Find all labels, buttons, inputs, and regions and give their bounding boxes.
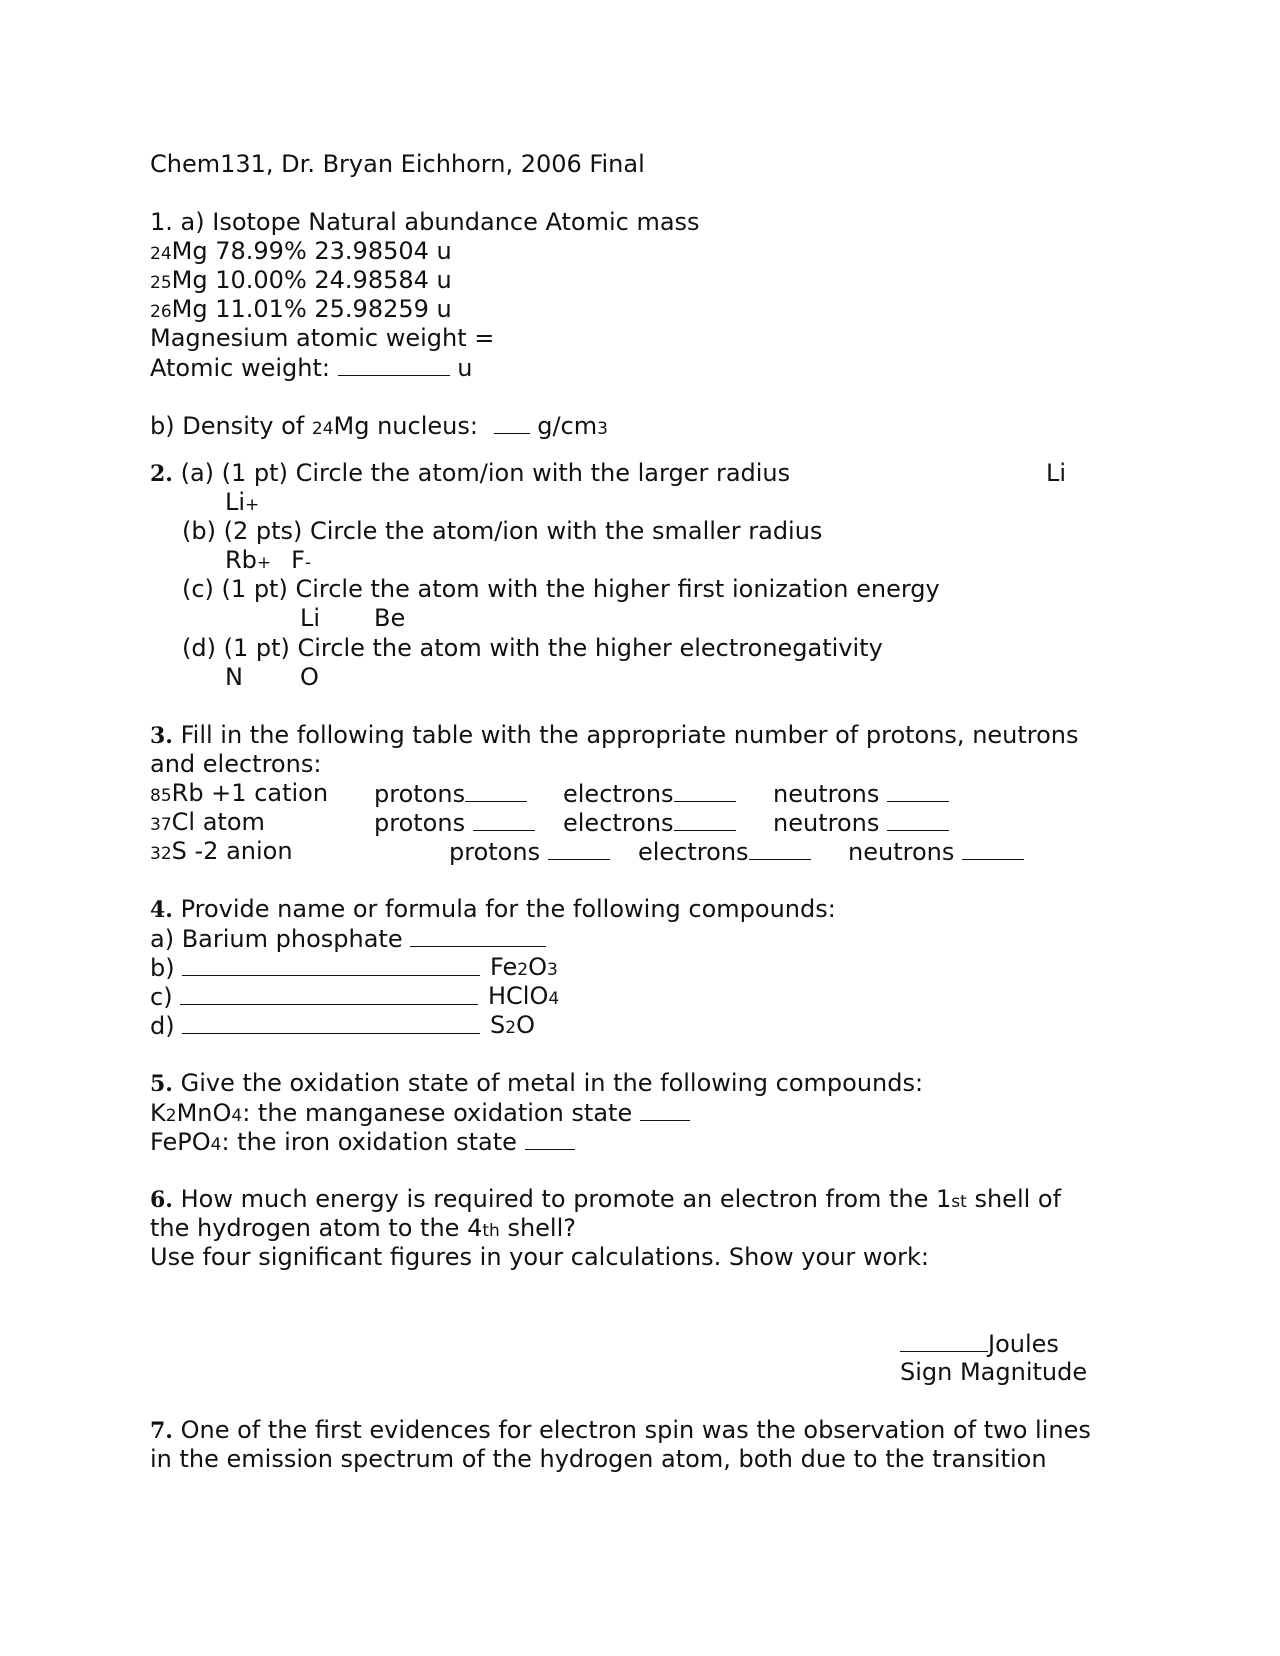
q3-row	[150, 837, 293, 869]
isotope-data: 10.00% 24.98584 u	[215, 266, 452, 294]
q4a-line	[150, 924, 546, 954]
neutrons-label: neutrons	[773, 809, 880, 837]
protons-field	[374, 779, 527, 809]
q7-text: One of the first evidences for electron spin was the observation of two lines	[180, 1416, 1091, 1444]
element-symbol: Mg	[171, 266, 208, 294]
manganese-state-blank[interactable]	[640, 1098, 690, 1121]
mass-number: 24	[150, 244, 172, 264]
formula-subscript: 2	[505, 1018, 517, 1038]
species-label: S -2 anion	[171, 837, 293, 865]
mass-number: 26	[150, 302, 172, 322]
q1b-suffix: Mg nucleus:	[333, 412, 478, 440]
q1-table-header: Isotope Natural abundance Atomic mass	[212, 208, 700, 236]
q6-line2	[150, 1214, 576, 1246]
q2a-line	[150, 459, 790, 489]
protons-blank[interactable]	[548, 837, 610, 860]
q1-header-line	[150, 208, 700, 237]
joules-label: Joules	[988, 1330, 1059, 1358]
q4-number: 4.	[150, 897, 173, 923]
electrons-blank[interactable]	[674, 808, 736, 831]
q5-line2	[150, 1127, 575, 1160]
q6-text: shell?	[507, 1214, 576, 1242]
q5-line	[150, 1069, 923, 1099]
mass-number: 37	[150, 815, 172, 835]
ion-charge: -	[304, 553, 312, 573]
q3-row	[150, 779, 328, 811]
q3-prompt: Fill in the following table with the appropriate number of protons, neutrons	[180, 721, 1079, 749]
q3-line1	[150, 721, 1079, 751]
ion-symbol: Li	[225, 488, 246, 516]
q1-isotope-row	[150, 266, 452, 298]
q4c-line	[150, 982, 478, 1012]
q2a-option-li[interactable]: Li	[1046, 459, 1067, 487]
formula-subscript: 3	[546, 960, 558, 980]
density-unit: g/cm	[537, 412, 598, 440]
q4b-line	[150, 953, 480, 983]
neutrons-blank[interactable]	[887, 808, 949, 831]
q5-number: 5.	[150, 1071, 173, 1097]
mass-number: 32	[150, 844, 172, 864]
ion-charge: +	[256, 553, 272, 573]
element-symbol: Mg	[171, 295, 208, 323]
q4c-label: c)	[150, 983, 173, 1011]
neutrons-field	[773, 779, 949, 809]
ion-symbol: F	[291, 546, 305, 574]
q4d-label: d)	[150, 1012, 175, 1040]
q4c-formula	[488, 982, 559, 1014]
q5-line2-text: : the iron oxidation state	[221, 1128, 517, 1156]
q4d-formula	[490, 1011, 535, 1043]
q1-label: 1. a)	[150, 208, 205, 236]
mass-number: 85	[150, 786, 172, 806]
formula-part: O	[528, 953, 547, 981]
q2c-option-li[interactable]: Li	[300, 604, 321, 632]
formula-part: S	[490, 1011, 506, 1039]
formula-part: FePO	[150, 1128, 211, 1156]
q4b-formula	[490, 953, 558, 985]
q3-number: 3.	[150, 723, 173, 749]
electrons-label: electrons	[563, 809, 674, 837]
q7-number: 7.	[150, 1418, 173, 1444]
q4-prompt: Provide name or formula for the following compounds:	[180, 895, 836, 923]
formula-part: K	[150, 1099, 166, 1127]
sign-magnitude-label: Sign Magnitude	[900, 1358, 1088, 1386]
protons-field	[449, 837, 610, 867]
formula-part: HClO	[488, 982, 549, 1010]
q5-line1-text: : the manganese oxidation state	[242, 1099, 633, 1127]
q2c-option-be[interactable]: Be	[374, 604, 406, 632]
q4d-line	[150, 1011, 480, 1041]
exam-title: Chem131, Dr. Bryan Eichhorn, 2006 Final	[150, 150, 645, 178]
isotope-data: 78.99% 23.98504 u	[215, 237, 452, 265]
electrons-field	[563, 779, 736, 809]
q1-isotope-row	[150, 295, 452, 327]
q2a-option-li-plus[interactable]	[225, 488, 259, 520]
q4b-label: b)	[150, 954, 175, 982]
q6-answer-line	[900, 1329, 1059, 1359]
q1-weight-prompt: Magnesium atomic weight =	[150, 324, 495, 352]
q2a-text: (a) (1 pt) Circle the atom/ion with the larger radius	[180, 459, 791, 487]
protons-label: protons	[449, 838, 541, 866]
density-unit-exponent: 3	[597, 419, 608, 439]
q2d-option-o[interactable]: O	[300, 663, 319, 691]
element-symbol: Mg	[171, 237, 208, 265]
q4d-blank[interactable]	[182, 1011, 480, 1034]
formula-subscript: 2	[165, 1106, 177, 1126]
q2b-options	[225, 546, 311, 578]
neutrons-label: neutrons	[773, 780, 880, 808]
ordinal-suffix: th	[482, 1221, 500, 1241]
q5-prompt: Give the oxidation state of metal in the following compounds:	[180, 1069, 924, 1097]
q2-number: 2.	[150, 461, 173, 487]
q2b-option-rb-plus[interactable]	[225, 546, 271, 574]
ion-symbol: Rb	[225, 546, 257, 574]
electrons-label: electrons	[638, 838, 749, 866]
electrons-blank[interactable]	[749, 837, 811, 860]
formula-part: MnO	[176, 1099, 232, 1127]
neutrons-blank[interactable]	[962, 837, 1024, 860]
q3-line2: and electrons:	[150, 750, 322, 778]
formula-subscript: 4	[231, 1106, 243, 1126]
q2d-option-n[interactable]: N	[225, 663, 243, 691]
q4a-text: a) Barium phosphate	[150, 925, 403, 953]
species-label: Rb +1 cation	[171, 779, 329, 807]
isotope-data: 11.01% 25.98259 u	[215, 295, 452, 323]
ion-charge: +	[245, 495, 260, 515]
q1b-line	[150, 411, 608, 444]
protons-label: protons	[374, 780, 466, 808]
q2b-text: (b) (2 pts) Circle the atom/ion with the smaller radius	[182, 517, 823, 545]
species-label: Cl atom	[171, 808, 265, 836]
formula-subscript: 2	[517, 960, 529, 980]
mass-number: 24	[311, 419, 334, 439]
unit-label: u	[457, 354, 473, 382]
q6-text: shell of	[974, 1185, 1062, 1213]
neutrons-field	[848, 837, 1024, 867]
energy-blank[interactable]	[900, 1329, 988, 1352]
formula-part: Fe	[490, 953, 518, 981]
q2b-option-f-minus[interactable]	[291, 546, 311, 574]
q2c-text: (c) (1 pt) Circle the atom with the higher first ionization energy	[182, 575, 940, 603]
electrons-field	[638, 837, 811, 867]
electrons-blank[interactable]	[674, 779, 736, 802]
q1-atomic-weight-line	[150, 353, 472, 383]
protons-blank[interactable]	[473, 808, 535, 831]
formula-part: O	[516, 1011, 535, 1039]
density-blank[interactable]	[494, 411, 530, 434]
iron-state-blank[interactable]	[525, 1127, 575, 1150]
formula-subscript: 4	[548, 989, 560, 1009]
q6-text: How much energy is required to promote an electron from the 1	[180, 1185, 952, 1213]
q3-row	[150, 808, 265, 840]
formula-subscript: 4	[210, 1135, 222, 1155]
electrons-label: electrons	[563, 780, 674, 808]
q4b-blank[interactable]	[182, 953, 480, 976]
neutrons-blank[interactable]	[887, 779, 949, 802]
q1b-prefix: b) Density of	[150, 412, 305, 440]
q1-isotope-row	[150, 237, 452, 269]
protons-field	[374, 808, 535, 838]
ordinal-suffix: st	[951, 1192, 967, 1212]
q6-text: the hydrogen atom to the 4	[150, 1214, 483, 1242]
q7-line2: in the emission spectrum of the hydrogen atom, both due to the transition	[150, 1445, 1047, 1473]
atomic-weight-label: Atomic weight:	[150, 354, 330, 382]
atomic-weight-blank[interactable]	[338, 353, 450, 376]
electrons-field	[563, 808, 736, 838]
q7-line1	[150, 1416, 1091, 1446]
neutrons-label: neutrons	[848, 838, 955, 866]
q4c-blank[interactable]	[180, 982, 478, 1005]
q4-line	[150, 895, 836, 925]
neutrons-field	[773, 808, 949, 838]
protons-blank[interactable]	[465, 779, 527, 802]
q6-number: 6.	[150, 1187, 173, 1213]
mass-number: 25	[150, 273, 172, 293]
q4a-blank[interactable]	[410, 924, 546, 947]
q6-line3: Use four significant figures in your calculations. Show your work:	[150, 1243, 929, 1271]
q2d-text: (d) (1 pt) Circle the atom with the higher electronegativity	[182, 634, 883, 662]
q6-line1	[150, 1185, 1061, 1217]
protons-label: protons	[374, 809, 466, 837]
